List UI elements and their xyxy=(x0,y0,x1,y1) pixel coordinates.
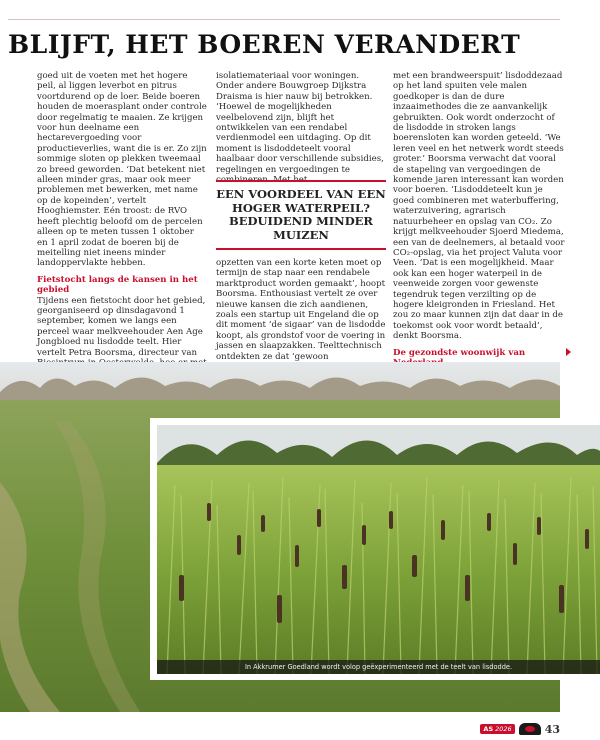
pull-quote: EEN VOORDEEL VAN EEN HOGER WATERPEIL? BEDUIDEND MINDER MUIZEN xyxy=(216,180,386,250)
magazine-badge xyxy=(480,724,514,734)
text-column-1 xyxy=(37,71,207,410)
page-number: 43 xyxy=(544,722,560,736)
top-rule xyxy=(8,19,560,20)
text-column-2 xyxy=(216,71,386,185)
column-2-paragraph-2: opzetten van een korte keten moet op termijn de stap naar een rendabele marktproduct worden gemaakt’, hoopt Boorsma. Enthousiast vertelt ze over nieuwe kansen die zich aandienen, zoals een startup uit Engeland die op dit moment ‘de sigaar’ van de lisdodde koopt, als grondstof voor de voering in jassen en slaapzakken. Teelttechnisch ontdekten ze dat ‘gewoon xyxy=(216,258,386,362)
text-column-3 xyxy=(393,71,565,400)
page-headline: BLIJFT, HET BOEREN VERANDERT xyxy=(8,30,521,59)
badge-label: AS xyxy=(483,725,494,733)
photo-caption: In Akkrumer Goedland wordt volop geëxperimenteerd met de teelt van lisdodde. xyxy=(157,660,600,674)
continue-arrow-icon xyxy=(566,348,571,356)
column-3-subhead: De gezondste woonwijk van xyxy=(393,347,526,358)
column-1-paragraph-2: Tijdens een fietstocht door het gebied, georganiseerd op dinsdagavond 1 september, komen we langs een perceel waar melkveehouder Aen Age Jongbloed nu lisdodde teelt. Hier vertelt Petra Boorsma, directeur van xyxy=(37,295,206,358)
cattail-field-photo xyxy=(157,425,600,674)
text-column-2-continued xyxy=(216,258,386,362)
page-footer xyxy=(480,722,560,736)
column-3-paragraph-1: met een brandweerspuit’ lisdoddezaad op het land spuiten vele malen goedkoper is dan de dure inzaaimethodes die ze aanvankelijk gebruikten. Ook wordt onderzocht of de lisdodde in stroken langs boerensloten kan worden geteeld. ‘We leren veel en het netwerk wordt steeds groter.’ Boorsma verwacht dat vooral de stapeling van vergoedingen de komende jaren interessant kan worden voor boeren. ‘Lisdoddeteelt kun je goed combineren met waterbuffering, waterzuivering, agrarisch natuurbeheer en opslag van CO₂. Zo krijgt melkveehouder Sjoerd Miedema, een van de deelnemers, al betaald voor CO₂-opslag, via het project Valuta voor Veen. ‘Dat is een mogelijkheid. Maar ook kan een hoger waterpeil in de veenweide zorgen voor gewenste tegendruk tegen verzilting op de hogere kleigronden in Friesland. Het zou zo maar kunnen zijn dat daar in de toekomst ook voor wordt betaald’, denkt Boorsma. xyxy=(393,71,565,342)
column-1-paragraph-1: goed uit de voeten met het hogere peil, al liggen leverbot en pitrus voortdurend op de loer. Beide boeren houden de moerasplant onder controle door regelmatig te maaien. Ze krijgen voor hun deelname een hectarevergoeding voor productieverlies, want die is er. Zo zijn sommige sloten op plekken tweemaal zo breed geworden. ‘Dat betekent niet alleen minder gras, maar ook meer problemen met bewerken, met name op de kopeinden’, vertelt Hooghiemster. Eén troost: de RVO heeft plechtig beloofd om de percelen alleen op te meten tussen 1 oktober en 1 april zodat de boeren bij de meitelling niet ineens minder landoppervlakte hebben. xyxy=(37,71,207,269)
badge-year: 2026 xyxy=(495,725,512,733)
column-2-paragraph-1: isolatiemateriaal voor woningen. Onder andere Bouwgroep Dijkstra Draisma is hier nauw bij betrokken. ‘Hoewel de mogelijkheden veelbelovend zijn, blijft het ontwikkelen van een rendabel verdienmodel een uitdaging. Op dit moment is lisdoddeteelt vooral haalbaar door verschillende subsidies, regelingen en vergoedingen te combineren. Met het xyxy=(216,71,384,186)
column-1-subhead: Fietstocht langs de kansen in het gebied xyxy=(37,274,198,296)
tractor-logo-icon xyxy=(519,723,541,735)
